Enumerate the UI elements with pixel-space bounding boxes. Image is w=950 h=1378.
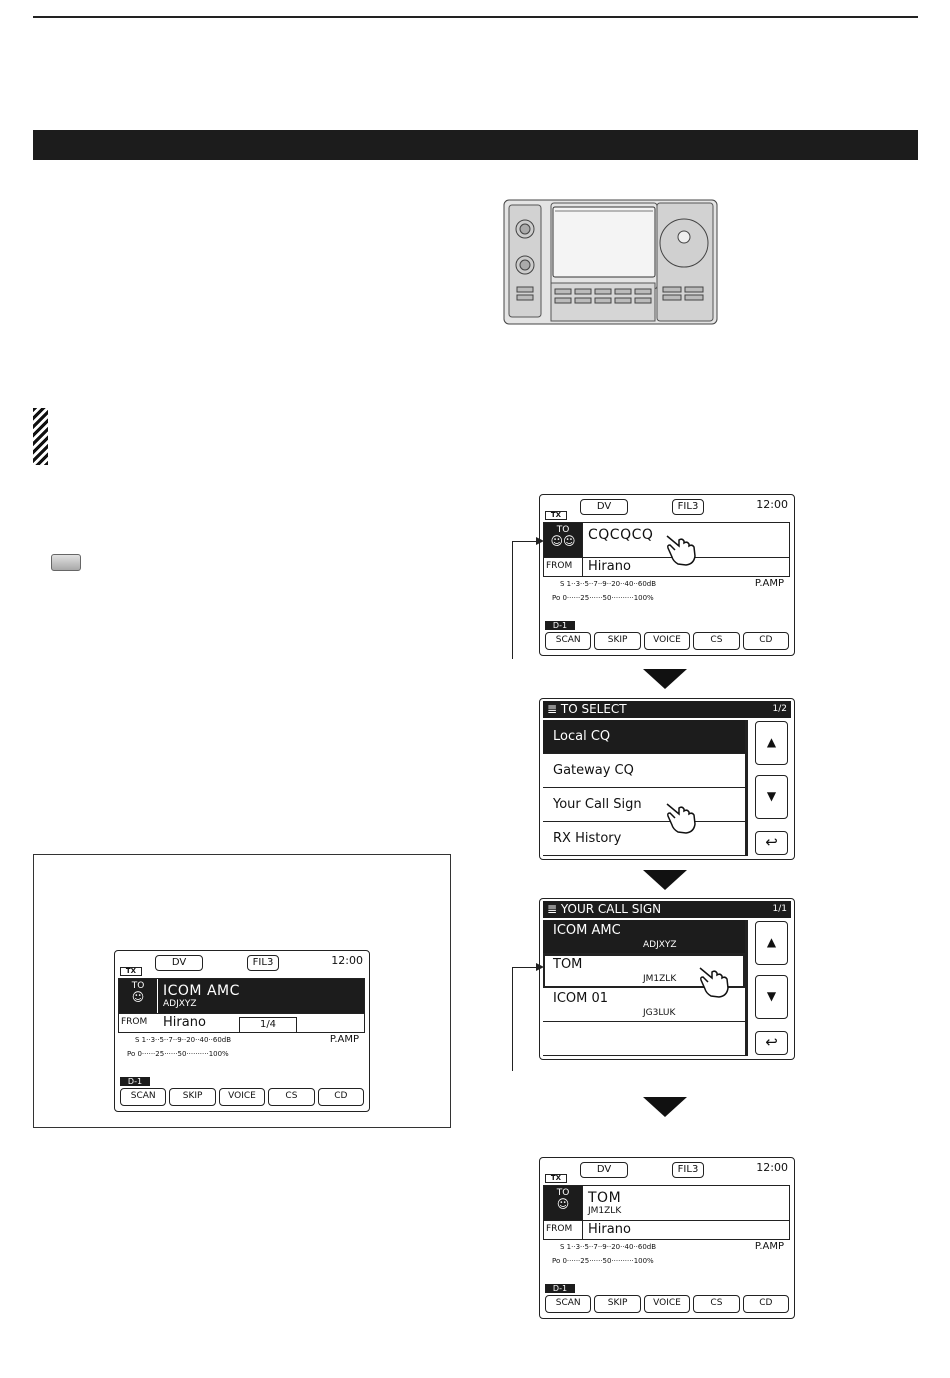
cd-softkey[interactable]: CD xyxy=(318,1088,364,1106)
tx-indicator: TX xyxy=(545,1174,567,1183)
voice-softkey[interactable]: VOICE xyxy=(219,1088,265,1106)
voice-softkey[interactable]: VOICE xyxy=(644,1295,690,1313)
down-arrow-icon: ▼ xyxy=(766,989,777,1003)
callout-arrowhead xyxy=(536,963,544,971)
from-call-sign: Hirano xyxy=(588,559,631,574)
list-item-call: JM1ZLK xyxy=(643,974,677,984)
hand-pointer-icon xyxy=(664,798,698,834)
screen-title: ≣ YOUR CALL SIGN 1/1 xyxy=(543,901,791,918)
preamp-indicator: P.AMP xyxy=(754,1241,784,1252)
group-icon: ☺☺ xyxy=(550,534,576,548)
tip-box xyxy=(33,854,451,1128)
from-label: FROM xyxy=(546,561,573,571)
s-meter-scale: S 1··3··5··7··9··20··40··60dB xyxy=(560,1243,657,1251)
po-meter-scale: Po 0······25······50··········100% xyxy=(552,594,654,602)
step-arrow-icon xyxy=(643,669,687,689)
list-item-name: ICOM AMC xyxy=(553,923,621,938)
scan-softkey[interactable]: SCAN xyxy=(545,632,591,650)
list-item-icom-amc[interactable] xyxy=(543,920,745,954)
mode-button[interactable]: DV xyxy=(580,1162,628,1178)
scroll-down-button[interactable] xyxy=(755,775,788,819)
lcd-screen-main xyxy=(539,494,795,656)
list-item-name: ICOM 01 xyxy=(553,991,609,1006)
to-button[interactable] xyxy=(544,523,582,557)
callout-line xyxy=(512,967,542,1071)
clock: 12:00 xyxy=(331,954,363,967)
po-meter-scale: Po 0······25······50··········100% xyxy=(552,1257,654,1265)
to-call-sign[interactable]: CQCQCQ xyxy=(588,527,654,543)
scroll-up-button[interactable] xyxy=(755,921,788,965)
list-item-name: TOM xyxy=(553,957,583,972)
up-arrow-icon: ▲ xyxy=(766,935,777,949)
to-button[interactable] xyxy=(544,1186,582,1220)
key-button-icon xyxy=(51,554,81,571)
list-item-rx-history[interactable]: RX History xyxy=(543,822,745,856)
memory-channel: D-1 xyxy=(545,1284,575,1293)
memory-channel: D-1 xyxy=(120,1077,150,1086)
cd-softkey[interactable]: CD xyxy=(743,632,789,650)
filter-button[interactable]: FIL3 xyxy=(672,499,704,515)
to-call-sign: ADJXYZ xyxy=(163,999,197,1009)
page-badge: 1/4 xyxy=(239,1017,297,1033)
down-arrow-icon: ▼ xyxy=(766,789,777,803)
tx-indicator: TX xyxy=(120,967,142,976)
option-list xyxy=(543,720,748,856)
step-arrow-icon xyxy=(643,870,687,890)
back-button[interactable] xyxy=(755,831,788,855)
mode-button[interactable]: DV xyxy=(580,499,628,515)
scan-softkey[interactable]: SCAN xyxy=(545,1295,591,1313)
your-call-sign-screen xyxy=(539,898,795,1060)
back-button[interactable] xyxy=(755,1031,788,1055)
from-call-sign: Hirano xyxy=(588,1222,631,1237)
list-item-empty xyxy=(543,1022,745,1056)
return-arrow-icon: ↩ xyxy=(765,833,778,851)
to-select-screen xyxy=(539,698,795,860)
to-call-sign: JM1ZLK xyxy=(588,1206,622,1216)
skip-softkey[interactable]: SKIP xyxy=(169,1088,215,1106)
divider xyxy=(157,979,158,1032)
callout-arrowhead xyxy=(536,537,544,545)
from-label: FROM xyxy=(121,1017,148,1027)
call-sign-area xyxy=(543,1185,790,1240)
callout-line xyxy=(512,541,542,659)
to-label: TO xyxy=(131,981,145,991)
softkey-row xyxy=(120,1088,364,1106)
mode-button[interactable]: DV xyxy=(155,955,203,971)
voice-softkey[interactable]: VOICE xyxy=(644,632,690,650)
lcd-screen-result xyxy=(539,1157,795,1319)
to-name[interactable]: ICOM AMC xyxy=(163,983,240,999)
list-item-call: JG3LUK xyxy=(643,1008,676,1018)
call-sign-area xyxy=(118,978,365,1033)
top-rule xyxy=(33,16,918,18)
divider xyxy=(119,1013,364,1014)
to-label: TO xyxy=(556,525,570,535)
person-icon: ☺ xyxy=(131,990,145,1004)
to-button[interactable] xyxy=(119,979,157,1013)
list-item-call: ADJXYZ xyxy=(643,940,677,950)
list-item-gateway-cq[interactable]: Gateway CQ xyxy=(543,754,745,788)
skip-softkey[interactable]: SKIP xyxy=(594,1295,640,1313)
to-label: TO xyxy=(556,1188,570,1198)
preamp-indicator: P.AMP xyxy=(329,1034,359,1045)
section-title-bar xyxy=(33,130,918,160)
clock: 12:00 xyxy=(756,1161,788,1174)
radio-front-panel-image xyxy=(503,199,718,325)
lcd-screen-tip xyxy=(114,950,370,1112)
list-item-your-call-sign[interactable]: Your Call Sign xyxy=(543,788,745,822)
page-indicator: 1/2 xyxy=(772,704,787,714)
step-arrow-icon xyxy=(643,1097,687,1117)
from-call-sign: Hirano xyxy=(163,1015,206,1030)
tx-indicator: TX xyxy=(545,511,567,520)
s-meter-scale: S 1··3··5··7··9··20··40··60dB xyxy=(135,1036,232,1044)
cs-softkey[interactable]: CS xyxy=(268,1088,314,1106)
divider xyxy=(582,523,583,576)
memory-channel: D-1 xyxy=(545,621,575,630)
skip-softkey[interactable]: SKIP xyxy=(594,632,640,650)
list-item-local-cq[interactable]: Local CQ xyxy=(543,720,745,754)
cs-softkey[interactable]: CS xyxy=(693,1295,739,1313)
screen-title: ≣ TO SELECT 1/2 xyxy=(543,701,791,718)
cd-softkey[interactable]: CD xyxy=(743,1295,789,1313)
scroll-up-button[interactable] xyxy=(755,721,788,765)
softkey-row xyxy=(545,1295,789,1313)
to-name[interactable]: TOM xyxy=(588,1190,622,1206)
cs-softkey[interactable]: CS xyxy=(693,632,739,650)
page-indicator: 1/1 xyxy=(772,904,787,914)
up-arrow-icon: ▲ xyxy=(766,735,777,749)
hand-pointer-icon xyxy=(697,962,731,998)
note-hatch-marker xyxy=(33,408,48,465)
clock: 12:00 xyxy=(756,498,788,511)
preamp-indicator: P.AMP xyxy=(754,578,784,589)
softkey-row xyxy=(545,632,789,650)
person-icon: ☺ xyxy=(556,1197,570,1211)
divider xyxy=(582,1186,583,1239)
return-arrow-icon: ↩ xyxy=(765,1033,778,1051)
po-meter-scale: Po 0······25······50··········100% xyxy=(127,1050,229,1058)
s-meter-scale: S 1··3··5··7··9··20··40··60dB xyxy=(560,580,657,588)
hand-pointer-icon xyxy=(664,530,698,566)
filter-button[interactable]: FIL3 xyxy=(672,1162,704,1178)
scroll-down-button[interactable] xyxy=(755,975,788,1019)
scan-softkey[interactable]: SCAN xyxy=(120,1088,166,1106)
filter-button[interactable]: FIL3 xyxy=(247,955,279,971)
from-label: FROM xyxy=(546,1224,573,1234)
divider xyxy=(544,1220,789,1221)
